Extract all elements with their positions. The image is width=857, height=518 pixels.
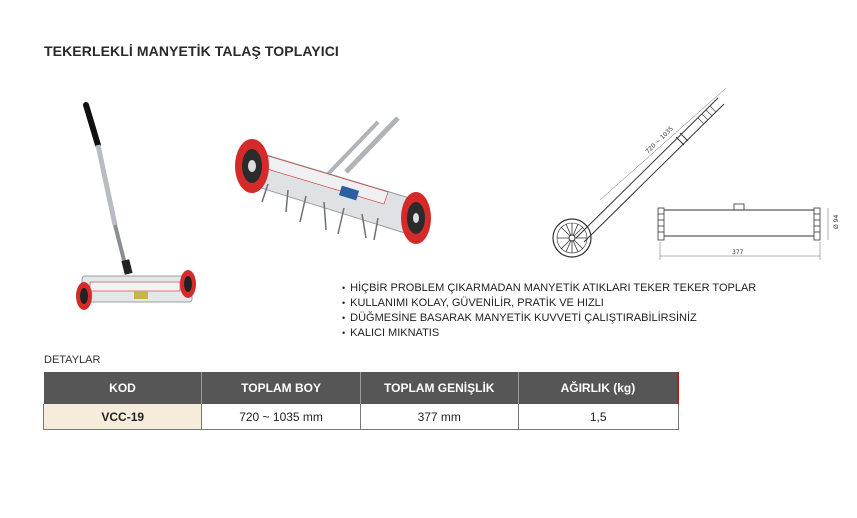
dim-diameter: Ø 94 bbox=[833, 214, 840, 229]
page-title: TEKERLEKLİ MANYETİK TALAŞ TOPLAYICI bbox=[44, 43, 339, 59]
cell-total-length: 720 ~ 1035 mm bbox=[202, 404, 360, 430]
feature-item: • KALICI MIKNATIS bbox=[342, 326, 756, 341]
product-photo-closeup bbox=[228, 112, 443, 262]
technical-drawing bbox=[548, 90, 838, 265]
header-total-width: TOPLAM GENİŞLİK bbox=[360, 372, 518, 404]
table-header-row bbox=[44, 372, 679, 404]
feature-item: • KULLANIMI KOLAY, GÜVENİLİR, PRATİK VE HIZLI bbox=[342, 296, 756, 311]
cell-code: VCC-19 bbox=[44, 404, 202, 430]
feature-item: • HİÇBİR PROBLEM ÇIKARMADAN MANYETİK ATIKLARI TEKER TEKER TOPLAR bbox=[342, 281, 756, 296]
dim-width: 377 bbox=[732, 249, 744, 256]
details-label: DETAYLAR bbox=[44, 354, 101, 366]
feature-item: • DÜĞMESİNE BASARAK MANYETİK KUVVETİ ÇALIŞTIRABİLİRSİNİZ bbox=[342, 311, 756, 326]
cell-total-width: 377 mm bbox=[360, 404, 518, 430]
spec-table bbox=[43, 372, 679, 430]
table-row bbox=[44, 404, 679, 430]
cell-weight: 1,5 bbox=[518, 404, 678, 430]
product-photo-upright bbox=[60, 100, 200, 325]
header-total-length: TOPLAM BOY bbox=[202, 372, 360, 404]
dim-length: 720 ~ 1035 bbox=[644, 125, 675, 156]
header-code: KOD bbox=[44, 372, 202, 404]
header-weight: AĞIRLIK (kg) bbox=[518, 372, 678, 404]
feature-list bbox=[342, 281, 756, 341]
